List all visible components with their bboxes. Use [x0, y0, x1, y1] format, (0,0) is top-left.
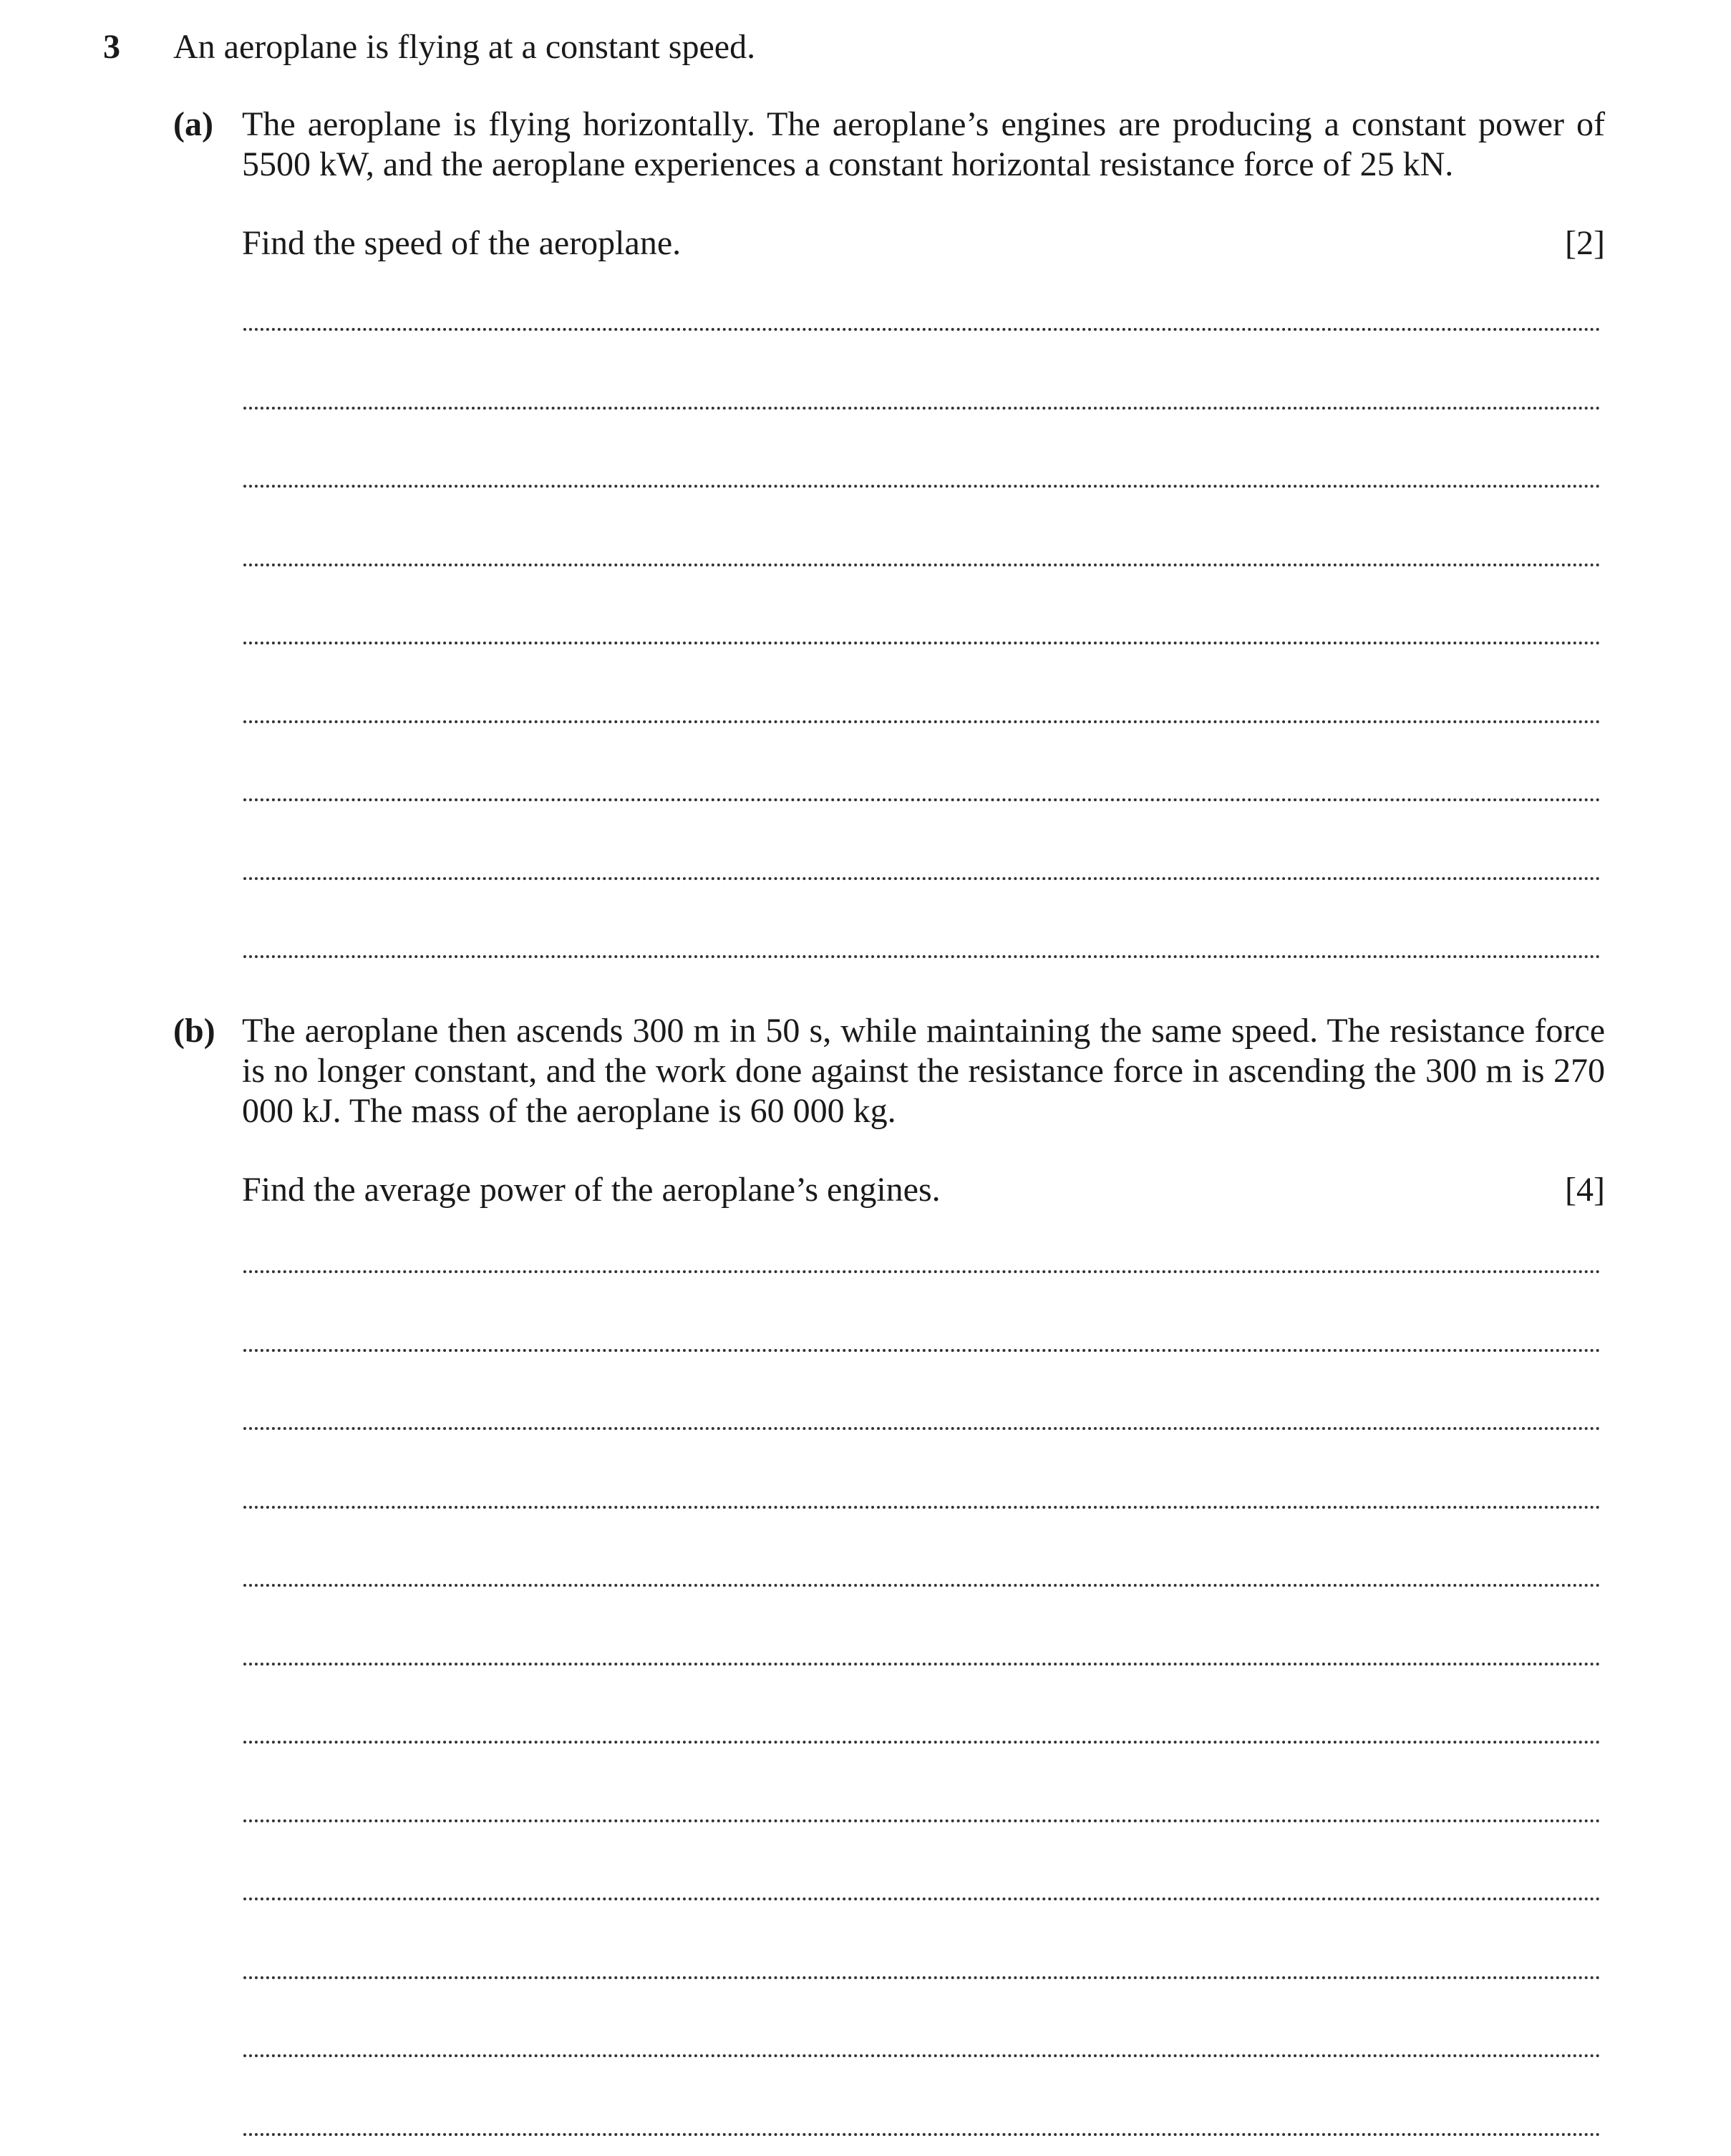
- part-b-marks: [4]: [1565, 1171, 1605, 1209]
- part-a-answer-line[interactable]: [243, 564, 1601, 566]
- part-b-answer-line[interactable]: [243, 1819, 1601, 1822]
- part-b-answer-line[interactable]: [243, 1741, 1601, 1744]
- part-a-task-row: [242, 222, 1605, 265]
- part-a-marks: [2]: [1565, 224, 1605, 262]
- part-a-answer-line[interactable]: [243, 328, 1601, 331]
- part-b-answer-line[interactable]: [243, 1506, 1601, 1509]
- part-a-answer-line[interactable]: [243, 877, 1601, 880]
- part-a-answer-line[interactable]: [243, 720, 1601, 723]
- part-a-text: The aeroplane is flying horizontally. The aeroplane’s engines are producing a constant power of 5500 kW, and the aeroplane experiences a constant horizontal resistance force of 25 kN.: [242, 105, 1605, 183]
- part-a-answer-line[interactable]: [243, 642, 1601, 644]
- part-b-answer-line[interactable]: [243, 1270, 1601, 1273]
- part-a-answer-line[interactable]: [243, 955, 1601, 958]
- part-a-task: Find the speed of the aeroplane.: [242, 224, 682, 262]
- part-b-answer-line[interactable]: [243, 1898, 1601, 1900]
- part-b-answer-line[interactable]: [243, 2054, 1601, 2057]
- part-b-answer-line[interactable]: [243, 1349, 1601, 1352]
- part-b-answer-line[interactable]: [243, 1584, 1601, 1587]
- question-stem: An aeroplane is flying at a constant speed.: [173, 28, 756, 66]
- part-b-text: The aeroplane then ascends 300 m in 50 s, while maintaining the same speed. The resistance force is no longer constant, and the work done against the resistance force in ascending the 300 m is 270 000 kJ. The mass of the aeroplane is 60 000 kg.: [242, 1012, 1605, 1130]
- part-a-answer-line[interactable]: [243, 407, 1601, 410]
- part-b-answer-line[interactable]: [243, 1976, 1601, 1979]
- part-b-label: (b): [173, 1012, 215, 1050]
- part-b-answer-line[interactable]: [243, 2133, 1601, 2136]
- part-b-task-row: [242, 1169, 1605, 1212]
- part-a-label: (a): [173, 105, 213, 143]
- part-a-answer-line[interactable]: [243, 798, 1601, 801]
- part-b-task: Find the average power of the aeroplane’s engines.: [242, 1171, 941, 1209]
- part-b-answer-line[interactable]: [243, 1427, 1601, 1430]
- part-a-answer-line[interactable]: [243, 485, 1601, 488]
- question-number: 3: [103, 28, 120, 66]
- part-b-answer-line[interactable]: [243, 1663, 1601, 1666]
